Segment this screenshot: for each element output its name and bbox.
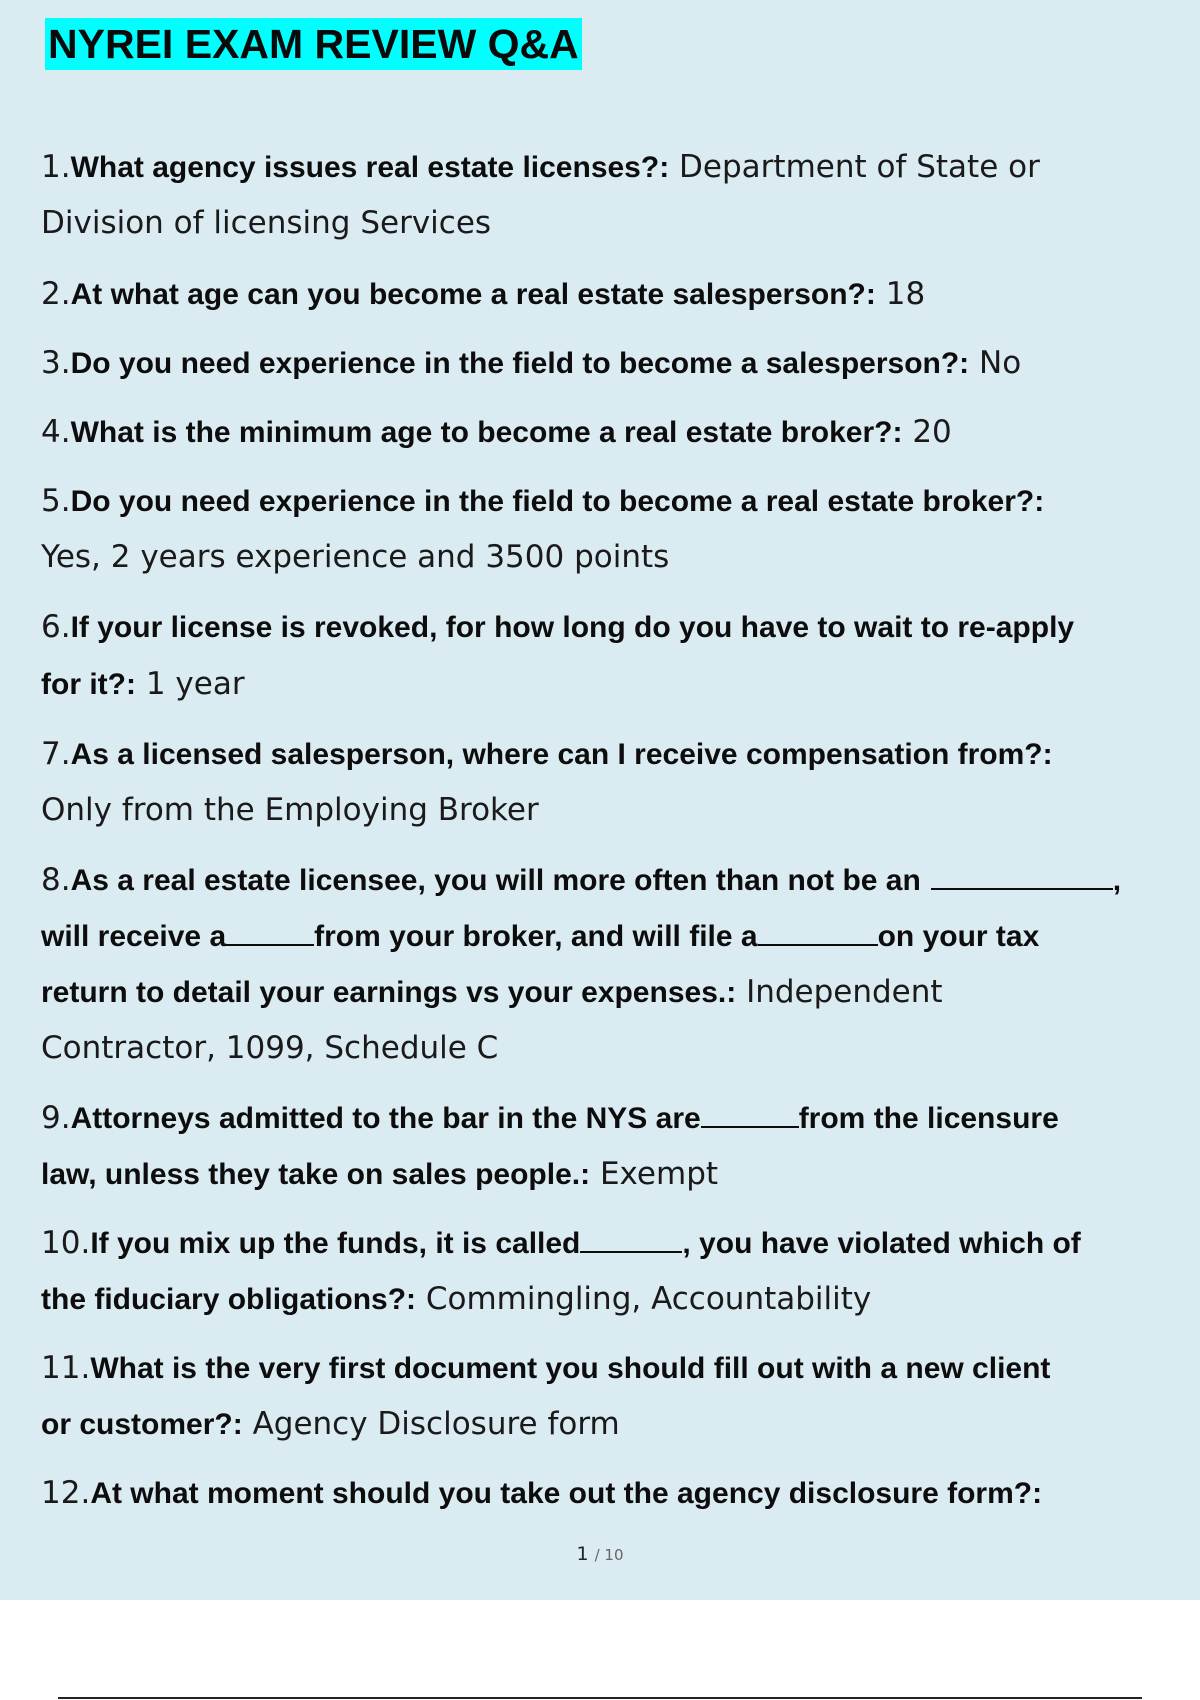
answer-text: Division of licensing Services [41, 205, 492, 241]
question-number: 3. [41, 345, 71, 381]
page-total: / 10 [594, 1546, 624, 1564]
answer-text: Agency Disclosure form [252, 1406, 620, 1442]
fill-in-blank [580, 1229, 682, 1253]
qa-line [41, 335, 1191, 392]
question-number: 8. [41, 862, 71, 898]
question-number: 11. [41, 1350, 91, 1386]
question-text: What is the minimum age to become a real estate broker?: [70, 416, 903, 449]
page-divider [58, 1697, 1142, 1699]
answer-text: Yes, 2 years experience and 3500 points [41, 539, 670, 575]
answer-text: Department of State or [679, 149, 1040, 185]
question-text: As a licensed salesperson, where can I receive compensation from?: [70, 738, 1053, 771]
qa-line [41, 1396, 1191, 1453]
fill-in-blank [226, 922, 314, 946]
qa-line [41, 404, 1191, 461]
question-text: Attorneys admitted to the bar in the NYS are [70, 1102, 701, 1135]
qa-line [41, 1020, 1191, 1076]
question-number: 10. [41, 1225, 91, 1261]
question-number: 9. [41, 1100, 71, 1136]
qa-line [41, 529, 1191, 585]
page-indicator [0, 1543, 1200, 1565]
question-text: or customer?: [41, 1408, 243, 1441]
question-text: , you have violated which of [682, 1227, 1081, 1260]
question-number: 6. [41, 609, 71, 645]
question-text: Do you need experience in the field to become a real estate broker?: [70, 485, 1045, 518]
answer-text: No [979, 345, 1022, 381]
question-number: 12. [41, 1475, 91, 1511]
question-text: law, unless they take on sales people.: [41, 1158, 591, 1191]
question-text: from your broker, and will file a [314, 920, 758, 953]
question-text: What agency issues real estate licenses?: [70, 151, 670, 184]
answer-text: 1 year [145, 666, 245, 702]
question-text: Do you need experience in the field to become a salesperson?: [70, 347, 970, 380]
answer-text: Commingling, Accountability [425, 1281, 872, 1317]
qa-line [41, 266, 1191, 323]
answer-text: Only from the Employing Broker [41, 792, 539, 828]
qa-line [41, 599, 1191, 656]
answer-text: Exempt [599, 1156, 719, 1192]
qa-line [41, 964, 1191, 1021]
qa-line [41, 782, 1191, 838]
qa-line [41, 1340, 1191, 1397]
question-text: What is the very first document you should fill out with a new client [90, 1352, 1051, 1385]
page-current: 1 [576, 1543, 589, 1565]
qa-line [41, 473, 1191, 530]
question-number: 5. [41, 483, 71, 519]
answer-text: Independent [746, 974, 943, 1010]
qa-line [41, 1465, 1191, 1522]
qa-line [41, 726, 1191, 783]
question-text: from the licensure [798, 1102, 1059, 1135]
qa-line [41, 1271, 1191, 1328]
question-text: If your license is revoked, for how long do you have to wait to re-apply [70, 611, 1075, 644]
fill-in-blank [758, 922, 878, 946]
qa-line [41, 1146, 1191, 1203]
question-text: the fiduciary obligations?: [41, 1283, 417, 1316]
qa-line: 8.As a real estate licensee, you will more often than not be an , [41, 862, 1122, 898]
question-text: At what age can you become a real estate salesperson?: [70, 278, 876, 311]
question-text: As a real estate licensee, you will more often than not be an [70, 864, 921, 897]
fill-in-blank [701, 1104, 799, 1128]
question-text: If you mix up the funds, it is called [90, 1227, 581, 1260]
qa-line [41, 1090, 1191, 1147]
question-number: 4. [41, 414, 71, 450]
question-text: for it?: [41, 668, 136, 701]
qa-line [41, 139, 1191, 196]
qa-line [41, 1215, 1191, 1272]
question-text: on your tax [877, 920, 1040, 953]
answer-text: 20 [912, 414, 952, 450]
qa-line [41, 908, 1191, 965]
qa-line [41, 195, 1191, 251]
question-text: will receive a [41, 920, 227, 953]
question-text: return to detail your earnings vs your expenses.: [41, 976, 737, 1009]
question-number: 2. [41, 276, 71, 312]
question-text: At what moment should you take out the agency disclosure form?: [90, 1477, 1043, 1510]
question-number: 1. [41, 149, 71, 185]
fill-in-blank [931, 866, 1113, 890]
document-title: NYREI EXAM REVIEW Q&A [45, 18, 582, 70]
qa-line [41, 656, 1191, 713]
answer-text: Contractor, 1099, Schedule C [41, 1030, 499, 1066]
question-number: 7. [41, 736, 71, 772]
answer-text: 18 [885, 276, 926, 312]
